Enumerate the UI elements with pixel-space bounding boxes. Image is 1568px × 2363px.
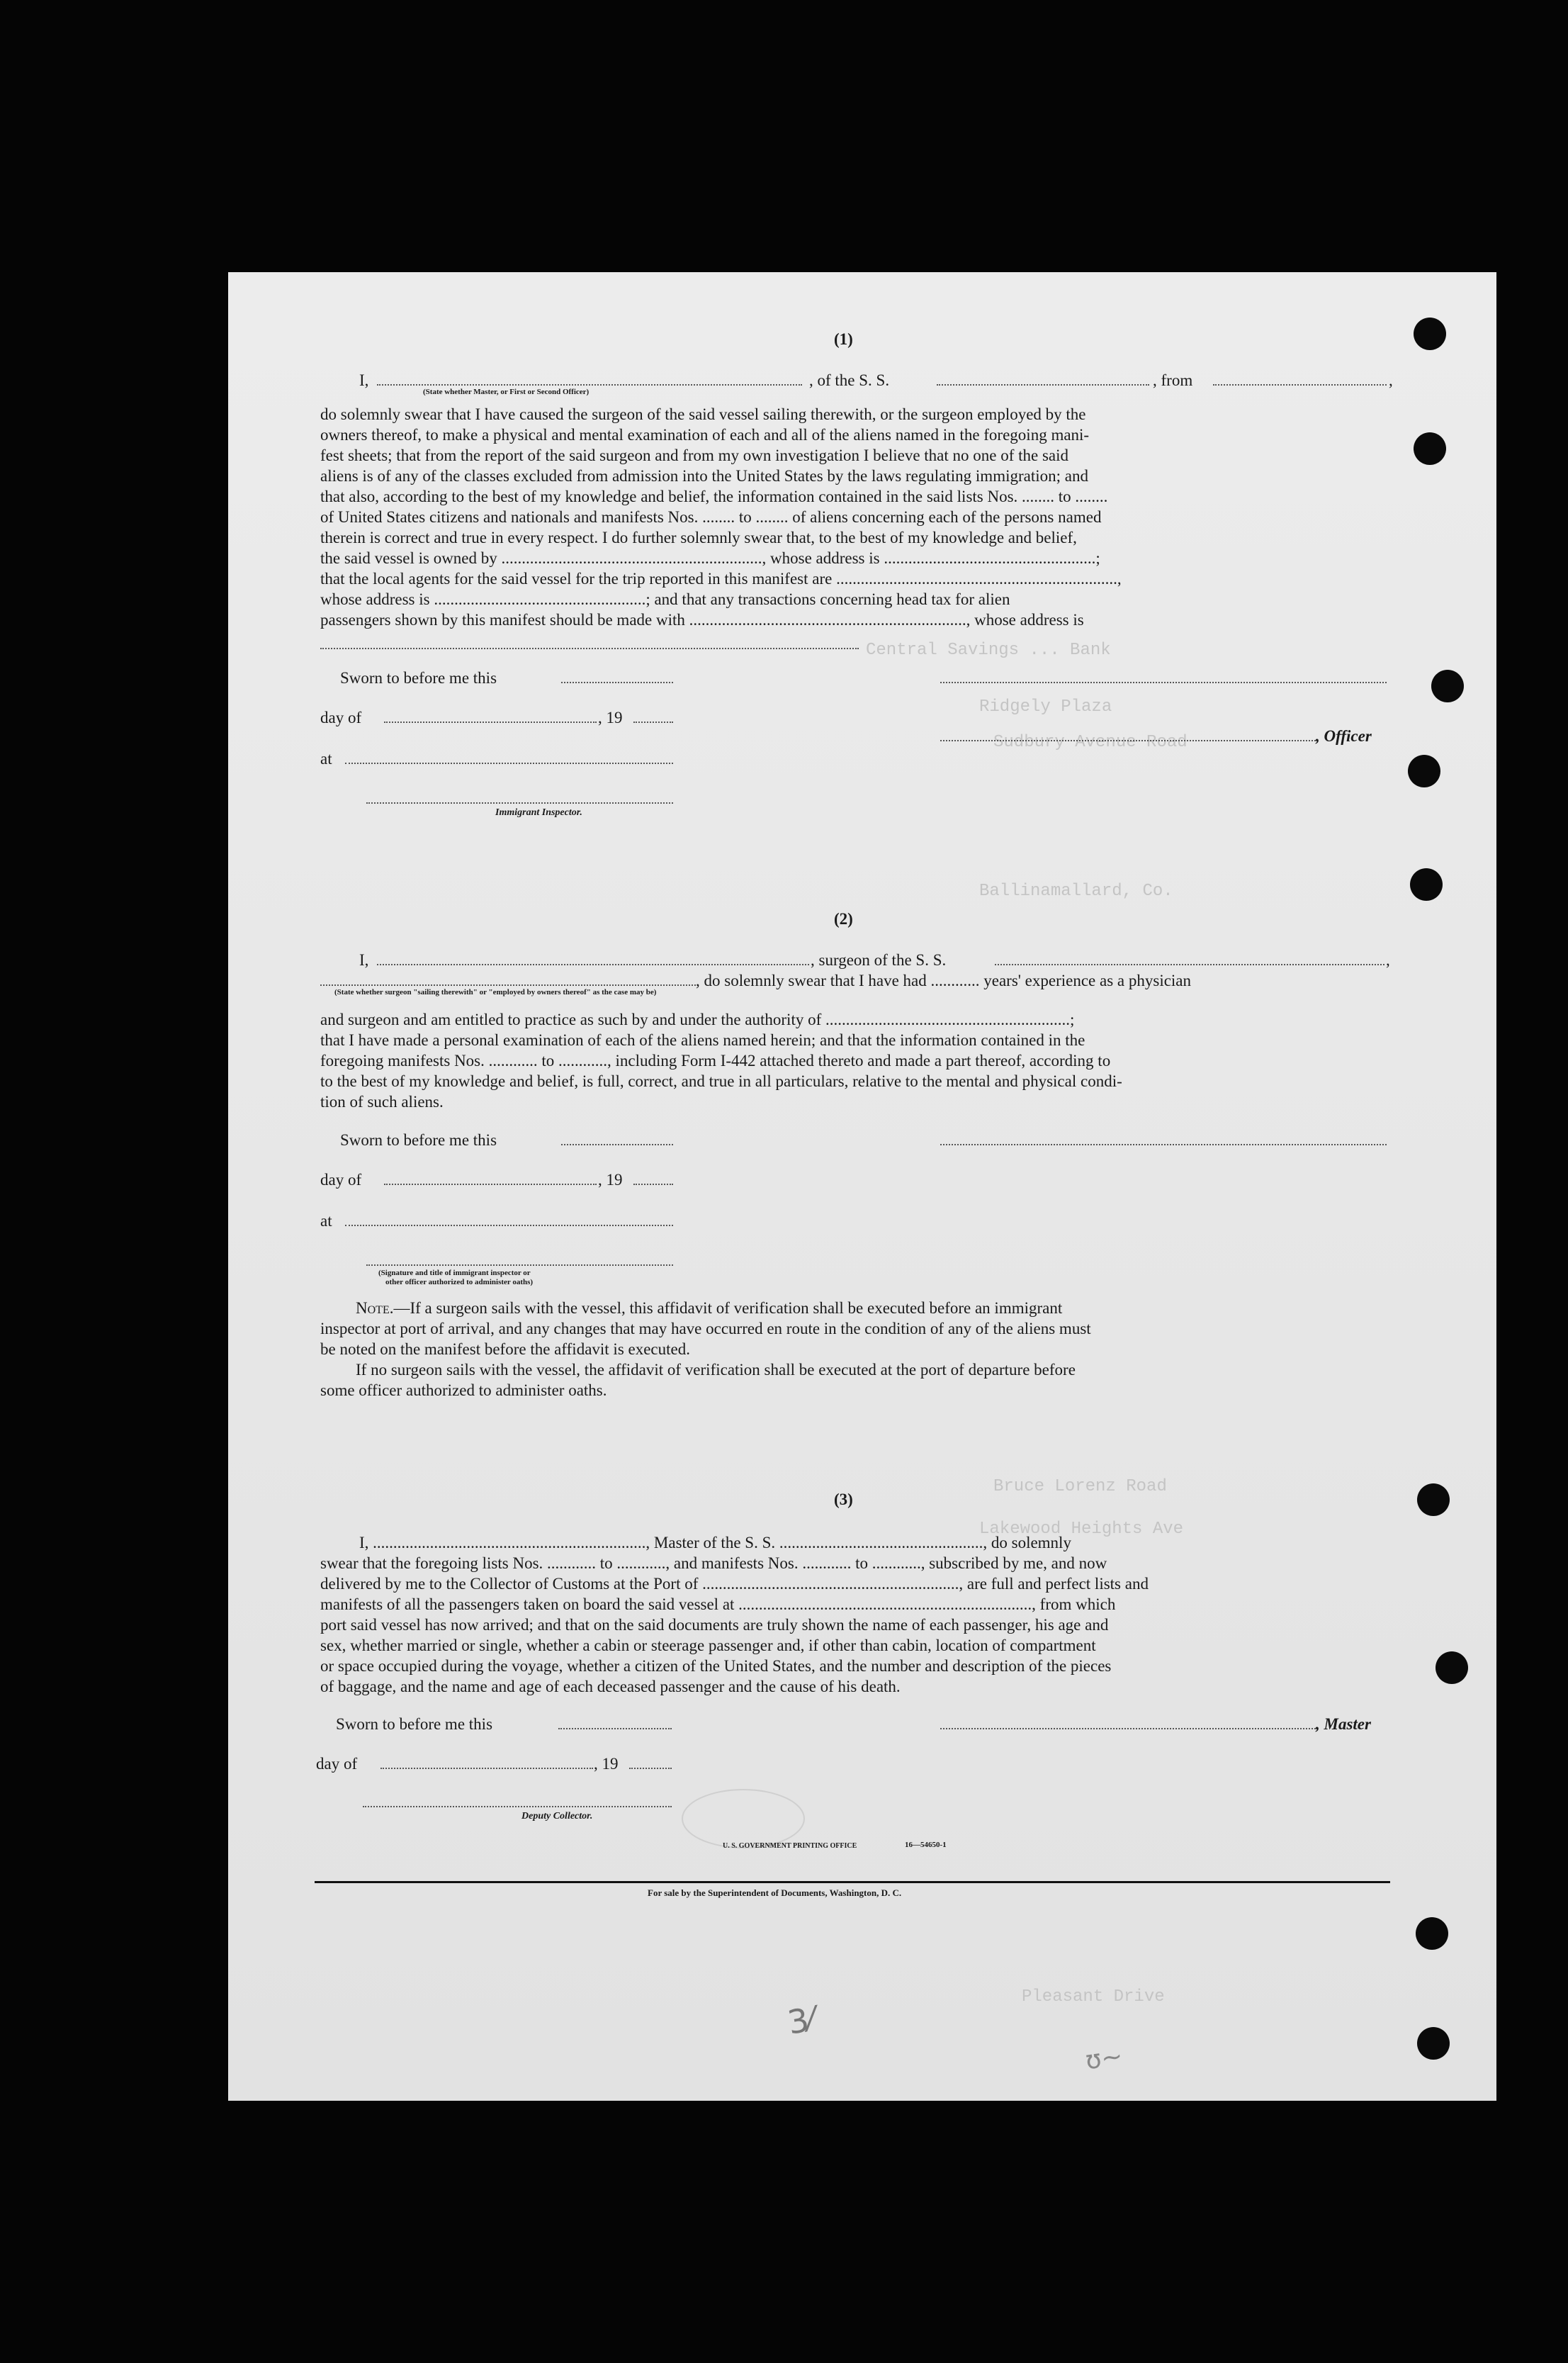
year-label: , 19: [598, 709, 623, 726]
oath-line: that also, according to the best of my knowledge and belief, the information contained in the said lists Nos. ........ to ........: [320, 488, 1108, 505]
section-2-i-label: I,: [359, 951, 369, 969]
bleed-through-text: Central Savings ... Bank: [866, 641, 1111, 660]
officer-label: , Officer: [1316, 727, 1372, 745]
of-ss-label: , of the S. S.: [809, 371, 890, 389]
sworn-label: Sworn to before me this: [336, 1715, 493, 1733]
surgeon-vessel-field[interactable]: [995, 964, 1384, 965]
punch-hole: [1416, 1917, 1448, 1950]
oath-line: port said vessel has now arrived; and that on the said documents are truly shown the name of each passenger, his age and: [320, 1616, 1109, 1634]
bleed-through-text: Bruce Lorenz Road: [993, 1477, 1167, 1496]
footer-rule: [315, 1881, 1390, 1883]
day-of-label: day of: [320, 709, 362, 726]
note-line: inspector at port of arrival, and any changes that may have occurred en route in the condition of any of the aliens must: [320, 1320, 1091, 1337]
at-place-field[interactable]: [345, 763, 673, 764]
punch-hole: [1417, 2027, 1450, 2060]
oath-line: that the local agents for the said vessel for the trip reported in this manifest are .....................................................................,: [320, 570, 1122, 588]
oath-line: to the best of my knowledge and belief, is full, correct, and true in all particulars, relative to the mental and physical condi-: [320, 1072, 1122, 1090]
punch-hole: [1417, 1483, 1450, 1516]
from-label: , from: [1153, 371, 1193, 389]
officer-title-line[interactable]: [940, 740, 1316, 741]
oath-line: swear that the foregoing lists Nos. ............ to ............, and manifests Nos. ............ to ............, subscribed by me, and now: [320, 1554, 1107, 1572]
section-3-oath-text: [320, 1532, 1390, 1697]
deputy-collector-label: Deputy Collector.: [521, 1811, 593, 1822]
day-of-field[interactable]: [380, 1768, 593, 1769]
section-1-i-label: I,: [359, 371, 369, 389]
day-of-label: day of: [316, 1755, 358, 1773]
oath-line: do solemnly swear that I have caused the surgeon of the said vessel sailing therewith, or the surgeon employed by the: [320, 405, 1086, 423]
sworn-label: Sworn to before me this: [340, 669, 497, 687]
inspector-signature-line[interactable]: [366, 1264, 673, 1266]
signature-note: (Signature and title of immigrant inspector or: [378, 1269, 531, 1277]
surgeon-type-field[interactable]: [320, 984, 696, 986]
bleed-through-text: Pleasant Drive: [1022, 1987, 1165, 2006]
bleed-through-text: Ridgely Plaza: [979, 697, 1112, 717]
year-label: , 19: [594, 1755, 619, 1773]
oath-line: passengers shown by this manifest should be made with ...................................................................., whose address is: [320, 611, 1084, 629]
oath-line: fest sheets; that from the report of the said surgeon and from my own investigation I believe that no one of the said: [320, 447, 1069, 464]
state-officer-note: (State whether Master, or First or Second Officer): [423, 388, 590, 396]
section-3-number: (3): [834, 1491, 853, 1508]
form-number: 16—54650-1: [905, 1841, 947, 1849]
comma: ,: [1389, 371, 1393, 389]
sworn-date-field[interactable]: [558, 1728, 672, 1729]
year-field[interactable]: [629, 1768, 672, 1769]
surgeon-name-field[interactable]: [377, 964, 809, 965]
handwritten-mark: 3⁄: [784, 1999, 818, 2042]
oath-line: aliens is of any of the classes excluded from admission into the United States by the laws regulating immigration; and: [320, 467, 1088, 485]
sworn-date-field[interactable]: [561, 1144, 673, 1145]
swear-experience-text: , do solemnly swear that I have had ............ years' experience as a physician: [696, 972, 1192, 989]
oath-line: whose address is ....................................................; and that any transactions concerning head tax for alien: [320, 590, 1010, 608]
oath-line: of United States citizens and nationals and manifests Nos. ........ to ........ of aliens concerning each of the persons named: [320, 508, 1102, 526]
oath-line: manifests of all the passengers taken on board the said vessel at ........................................................................, from which: [320, 1595, 1116, 1613]
sworn-label: Sworn to before me this: [340, 1131, 497, 1149]
oath-line: foregoing manifests Nos. ............ to ............, including Form I-442 attached thereto and made a part thereof, according to: [320, 1052, 1111, 1070]
signature-note: other officer authorized to administer oaths): [385, 1278, 534, 1286]
oath-line: sex, whether married or single, whether a cabin or steerage passenger and, if other than cabin, location of compartment: [320, 1637, 1096, 1654]
section-2-oath-text: [320, 1009, 1390, 1112]
note-label: Note.: [356, 1299, 394, 1317]
year-field[interactable]: [633, 1184, 673, 1185]
punch-hole: [1431, 670, 1464, 702]
from-port-field[interactable]: [1213, 384, 1387, 386]
gpo-imprint: U. S. GOVERNMENT PRINTING OFFICE: [723, 1842, 857, 1850]
punch-hole: [1436, 1651, 1468, 1684]
oath-line: therein is correct and true in every respect. I do further solemnly swear that, to the best of my knowledge and belief,: [320, 529, 1077, 546]
address-continuation-field[interactable]: [320, 648, 859, 649]
at-label: at: [320, 1212, 332, 1230]
sworn-date-field[interactable]: [561, 682, 673, 683]
vessel-name-field[interactable]: [937, 384, 1149, 386]
officer-name-field[interactable]: [377, 384, 802, 386]
handwritten-mark: ʊ~: [1083, 2041, 1125, 2076]
surgeon-signature-line[interactable]: [940, 1144, 1387, 1145]
punch-hole: [1414, 432, 1446, 465]
oath-line: the said vessel is owned by ................................................................, whose address is ....................................................;: [320, 549, 1100, 567]
oath-line: owners thereof, to make a physical and mental examination of each and all of the aliens named in the foregoing mani-: [320, 426, 1090, 444]
oath-line: that I have made a personal examination of each of the aliens named herein; and that the information contained in the: [320, 1031, 1085, 1049]
master-signature-line[interactable]: [940, 1728, 1316, 1729]
oath-line: delivered by me to the Collector of Customs at the Port of ..............................................................., are full and perfect lists and: [320, 1575, 1149, 1593]
master-label: , Master: [1316, 1715, 1371, 1733]
officer-signature-line[interactable]: [940, 682, 1387, 683]
note-line: some officer authorized to administer oaths.: [320, 1381, 607, 1399]
surgeon-of-label: , surgeon of the S. S.: [811, 951, 947, 969]
sale-notice: For sale by the Superintendent of Documents, Washington, D. C.: [648, 1887, 902, 1898]
oath-line: I, ..................................................................., Master of the S. S. .................................................., do solemnly: [359, 1534, 1071, 1551]
section-2-number: (2): [834, 910, 853, 928]
immigrant-inspector-label: Immigrant Inspector.: [495, 807, 582, 818]
oath-line: and surgeon and am entitled to practice as such by and under the authority of ............................................................;: [320, 1011, 1075, 1028]
year-field[interactable]: [633, 722, 673, 723]
bleed-through-text: Ballinamallard, Co.: [979, 882, 1173, 901]
oath-line: tion of such aliens.: [320, 1093, 444, 1111]
day-of-label: day of: [320, 1171, 362, 1189]
oath-line: of baggage, and the name and age of each deceased passenger and the cause of his death.: [320, 1678, 901, 1695]
oath-line: or space occupied during the voyage, whether a citizen of the United States, and the number and description of the pieces: [320, 1657, 1112, 1675]
collector-signature-line[interactable]: [363, 1806, 672, 1807]
bleed-through-text: Lakewood Heights Ave: [979, 1520, 1184, 1539]
day-of-field[interactable]: [384, 1184, 597, 1185]
note-line: If no surgeon sails with the vessel, the affidavit of verification shall be executed at the port of departure before: [356, 1361, 1076, 1379]
section-1-oath-text: [320, 404, 1390, 630]
manifest-affidavit-page: [228, 272, 1496, 2101]
section-1-number: (1): [834, 330, 853, 348]
punch-hole: [1414, 318, 1446, 350]
day-of-field[interactable]: [384, 722, 597, 723]
bleed-through-text: Sudbury Avenue Road: [993, 733, 1188, 752]
faint-stamp: [682, 1789, 805, 1848]
at-place-field[interactable]: [345, 1225, 673, 1226]
punch-hole: [1408, 755, 1440, 787]
year-label: , 19: [598, 1171, 623, 1189]
punch-hole: [1410, 868, 1443, 901]
note-line: be noted on the manifest before the affidavit is executed.: [320, 1340, 690, 1358]
inspector-signature-line[interactable]: [366, 802, 673, 804]
surgeon-type-note: (State whether surgeon "sailing therewith" or "employed by owners thereof" as the case may be): [334, 988, 657, 997]
surgeon-note: Note.—If a surgeon sails with the vessel, this affidavit of verification shall be executed before an immigrant inspector at port of arrival, and any changes that may have occurred en route in the condition of any of the aliens must be noted on the manifest before the affidavit is executed. If no surgeon sails with the vessel, the affidavit of verification shall be executed at the port of departure before some officer authorized to administer oaths.: [320, 1298, 1390, 1401]
at-label: at: [320, 750, 332, 768]
comma: ,: [1386, 951, 1390, 969]
